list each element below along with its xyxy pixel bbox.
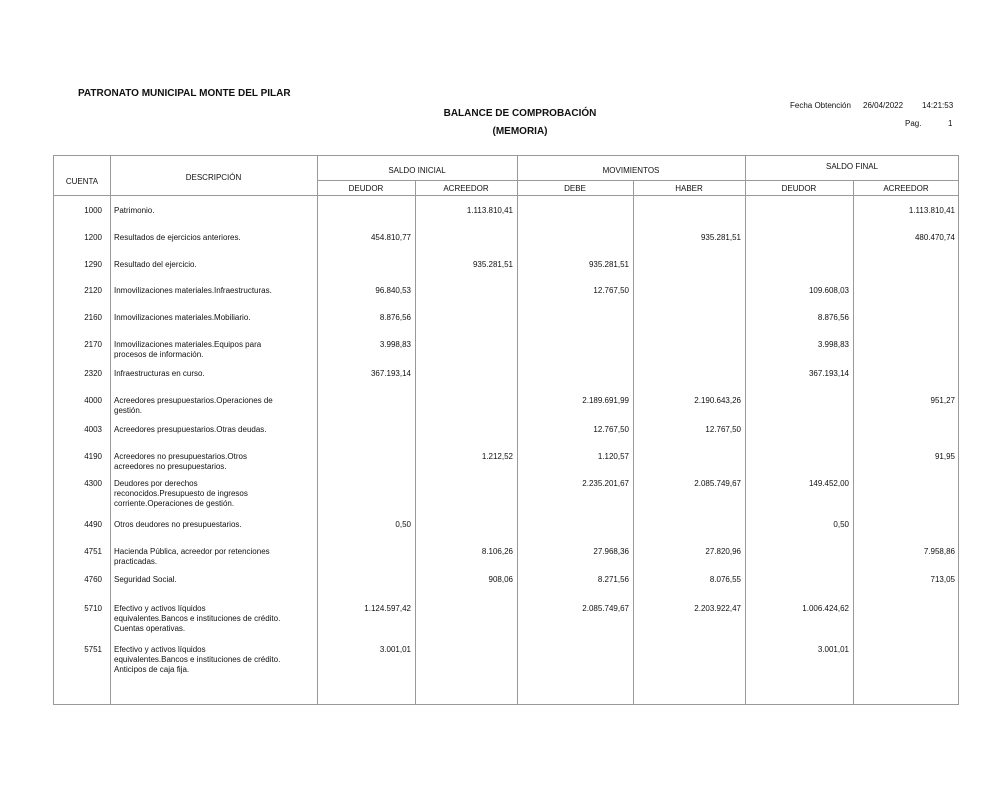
header-saldo-inicial: SALDO INICIAL: [388, 166, 446, 175]
header-descripcion: DESCRIPCIÓN: [185, 173, 242, 182]
cell-descripcion: Inmovilizaciones materiales.Infraestructuras.: [114, 286, 272, 295]
cell-sf-deudor: 367.193,14: [808, 369, 849, 378]
header-mov-haber: HABER: [675, 184, 703, 193]
cell-descripcion: Otros deudores no presupuestarios.: [114, 520, 242, 529]
cell-si-acreedor: 1.113.810,41: [466, 206, 513, 215]
header-si-acreedor: ACREEDOR: [443, 184, 489, 193]
cell-descripcion: Infraestructuras en curso.: [114, 369, 205, 378]
cell-sf-acreedor: 1.113.810,41: [908, 206, 955, 215]
cell-descripcion: Acreedores presupuestarios.Operaciones de gestión.: [114, 396, 273, 415]
cell-mov-debe: 2.085.749,67: [582, 604, 629, 613]
cell-cuenta: 4760: [84, 575, 102, 584]
column-divider: [110, 156, 111, 704]
header-sf-deudor: DEUDOR: [781, 184, 817, 193]
cell-mov-haber: 12.767,50: [705, 425, 741, 434]
cell-descripcion: Resultados de ejercicios anteriores.: [114, 233, 241, 242]
header-mov-debe: DEBE: [564, 184, 586, 193]
cell-cuenta: 1000: [84, 206, 102, 215]
column-divider: [415, 180, 416, 704]
header-si-deudor: DEUDOR: [348, 184, 384, 193]
cell-mov-debe: 12.767,50: [593, 286, 629, 295]
cell-sf-deudor: 8.876,56: [817, 313, 849, 322]
header-divider: [317, 180, 959, 181]
cell-sf-deudor: 0,50: [833, 520, 849, 529]
cell-cuenta: 4000: [84, 396, 102, 405]
cell-si-deudor: 367.193,14: [370, 369, 411, 378]
cell-descripcion: Inmovilizaciones materiales.Mobiliario.: [114, 313, 251, 322]
cell-descripcion: Patrimonio.: [114, 206, 155, 215]
date-value: 26/04/2022: [863, 101, 904, 110]
cell-descripcion: Deudores por derechos reconocidos.Presupuesto de ingresos corriente.Operaciones de gestión.: [114, 479, 248, 508]
cell-mov-debe: 8.271,56: [597, 575, 629, 584]
cell-cuenta: 5710: [84, 604, 102, 613]
cell-sf-deudor: 1.006.424,62: [802, 604, 849, 613]
cell-cuenta: 2120: [84, 286, 102, 295]
cell-si-deudor: 0,50: [395, 520, 411, 529]
cell-si-deudor: 1.124.597,42: [364, 604, 411, 613]
cell-mov-debe: 1.120,57: [597, 452, 629, 461]
cell-si-acreedor: 935.281,51: [472, 260, 513, 269]
header-sf-acreedor: ACREEDOR: [883, 184, 929, 193]
page-number: 1: [948, 119, 953, 128]
cell-cuenta: 5751: [84, 645, 102, 654]
cell-mov-haber: 935.281,51: [700, 233, 741, 242]
cell-mov-haber: 2.085.749,67: [694, 479, 741, 488]
cell-descripcion: Efectivo y activos líquidos equivalentes.Bancos e instituciones de crédito. Cuentas operativas.: [114, 604, 281, 633]
cell-sf-acreedor: 713,05: [930, 575, 955, 584]
cell-descripcion: Acreedores no presupuestarios.Otros acreedores no presupuestarios.: [114, 452, 247, 471]
cell-cuenta: 4190: [84, 452, 102, 461]
header-bottom-line: [54, 195, 959, 196]
cell-mov-haber: 2.190.643,26: [694, 396, 741, 405]
cell-sf-deudor: 3.998,83: [817, 340, 849, 349]
cell-si-deudor: 454.810,77: [370, 233, 411, 242]
cell-sf-deudor: 3.001,01: [817, 645, 849, 654]
cell-sf-acreedor: 480.470,74: [914, 233, 955, 242]
cell-cuenta: 1200: [84, 233, 102, 242]
cell-si-acreedor: 1.212,52: [481, 452, 513, 461]
cell-cuenta: 4490: [84, 520, 102, 529]
page-label: Pag.: [905, 119, 922, 128]
report-title: BALANCE DE COMPROBACIÓN: [443, 108, 597, 119]
cell-sf-acreedor: 91,95: [934, 452, 955, 461]
cell-descripcion: Inmovilizaciones materiales.Equipos para procesos de información.: [114, 340, 262, 359]
cell-cuenta: 1290: [84, 260, 102, 269]
balance-table: [53, 155, 959, 705]
cell-mov-debe: 12.767,50: [593, 425, 629, 434]
column-divider: [853, 180, 854, 704]
cell-mov-haber: 27.820,96: [705, 547, 741, 556]
cell-cuenta: 2160: [84, 313, 102, 322]
cell-si-deudor: 96.840,53: [375, 286, 411, 295]
cell-descripcion: Hacienda Pública, acreedor por retenciones practicadas.: [114, 547, 270, 566]
cell-mov-debe: 935.281,51: [588, 260, 629, 269]
cell-cuenta: 4003: [84, 425, 102, 434]
report-subtitle: (MEMORIA): [492, 126, 548, 137]
cell-si-acreedor: 8.106,26: [481, 547, 513, 556]
cell-descripcion: Efectivo y activos líquidos equivalentes.Bancos e instituciones de crédito. Anticipos de caja fija.: [114, 645, 281, 674]
cell-mov-debe: 2.189.691,99: [582, 396, 629, 405]
cell-mov-haber: 8.076,55: [709, 575, 741, 584]
date-label: Fecha Obtención: [790, 101, 851, 110]
time-value: 14:21:53: [922, 101, 954, 110]
cell-cuenta: 2170: [84, 340, 102, 349]
cell-mov-debe: 2.235.201,67: [582, 479, 629, 488]
cell-si-deudor: 8.876,56: [379, 313, 411, 322]
column-divider: [745, 156, 746, 704]
cell-si-deudor: 3.998,83: [379, 340, 411, 349]
organization-name: PATRONATO MUNICIPAL MONTE DEL PILAR: [78, 88, 291, 99]
cell-descripcion: Acreedores presupuestarios.Otras deudas.: [114, 425, 267, 434]
cell-mov-debe: 27.968,36: [593, 547, 629, 556]
cell-sf-deudor: 109.608,03: [808, 286, 849, 295]
header-cuenta: CUENTA: [65, 177, 99, 186]
column-divider: [633, 180, 634, 704]
cell-cuenta: 4751: [84, 547, 102, 556]
cell-mov-haber: 2.203.922,47: [694, 604, 741, 613]
cell-si-deudor: 3.001,01: [379, 645, 411, 654]
cell-cuenta: 2320: [84, 369, 102, 378]
cell-sf-acreedor: 7.958,86: [923, 547, 955, 556]
cell-cuenta: 4300: [84, 479, 102, 488]
cell-sf-acreedor: 951,27: [930, 396, 955, 405]
header-saldo-final: SALDO FINAL: [825, 162, 878, 171]
cell-sf-deudor: 149.452,00: [808, 479, 849, 488]
cell-si-acreedor: 908,06: [488, 575, 513, 584]
header-movimientos: MOVIMIENTOS: [602, 166, 660, 175]
cell-descripcion: Resultado del ejercicio.: [114, 260, 197, 269]
cell-descripcion: Seguridad Social.: [114, 575, 177, 584]
